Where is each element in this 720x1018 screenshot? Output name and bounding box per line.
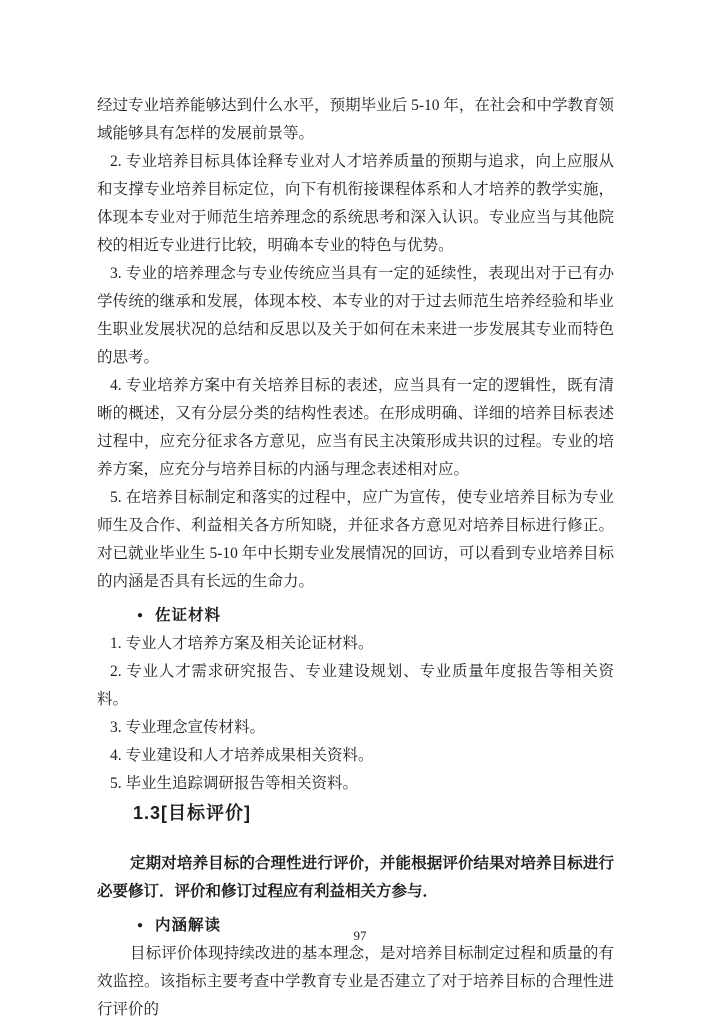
bullet-icon: ● [137,610,144,621]
interpretation-heading-label: 内涵解读 [155,917,222,934]
paragraph-point-5: 5. 在培养目标制定和落实的过程中，应广为宣传，使专业培养目标为专业师生及合作、利益相关各方所知晓，并征求各方意见对培养目标进行修正。对已就业毕业生 5-10 年中长期专业发展情况的回访，可以看到专业培养目标的内涵是否具有长远的生命力。 [97,489,614,590]
paragraph-point-4: 4. 专业培养方案中有关培养目标的表述，应当具有一定的逻辑性，既有清晰的概述，又有分层分类的结构性表述。在形成明确、详细的培养目标表述过程中，应充分征求各方意见，应当有民主决策形成共识的过程。专业的培养方案，应充分与培养目标的内涵与理念表述相对应。 [97,377,614,478]
interpretation-paragraph: 目标评价体现持续改进的基本理念，是对培养目标制定过程和质量的有效监控。该指标主要考查中学教育专业是否建立了对于培养目标的合理性进行评价的 [97,945,614,1018]
evidence-item-1: 1. 专业人才培养方案及相关论证材料。 [110,635,374,652]
paragraph-point-3: 3. 专业的培养理念与专业传统应当具有一定的延续性，表现出对于已有办学传统的继承和发展，体现本校、本专业的对于过去师范生培养经验和毕业生职业发展状况的总结和反思以及关于如何在未来进一步发展其专业而特色的思考。 [97,265,614,366]
section-heading-1-3: 1.3[目标评价] [133,803,252,823]
evidence-item-4: 4. 专业建设和人才培养成果相关资料。 [110,747,374,764]
evidence-item-2: 2. 专业人才需求研究报告、专业建设规划、专业质量年度报告等相关资料。 [97,663,614,708]
standard-statement-paragraph: 定期对培养目标的合理性进行评价，并能根据评价结果对培养目标进行必要修订．评价和修订过程应有利益相关方参与． [97,855,614,900]
evidence-heading-label: 佐证材料 [155,607,222,624]
bullet-icon: ● [137,920,144,931]
paragraph-point-2: 2. 专业培养目标具体诠释专业对人才培养质量的预期与追求，向上应服从和支撑专业培养目标定位，向下有机衔接课程体系和人才培养的教学实施，体现本专业对于师范生培养理念的系统思考和深入认识。专业应当与其他院校的相近专业进行比较，明确本专业的特色与优势。 [97,153,614,254]
evidence-section-heading [137,602,614,630]
page-number: 97 [353,928,367,943]
evidence-item-5: 5. 毕业生追踪调研报告等相关资料。 [110,775,359,792]
paragraph-intro-continuation: 经过专业培养能够达到什么水平，预期毕业后 5-10 年，在社会和中学教育领域能够具有怎样的发展前景等。 [97,97,614,142]
evidence-item-3: 3. 专业理念宣传材料。 [110,719,266,736]
text-column [97,92,614,1018]
